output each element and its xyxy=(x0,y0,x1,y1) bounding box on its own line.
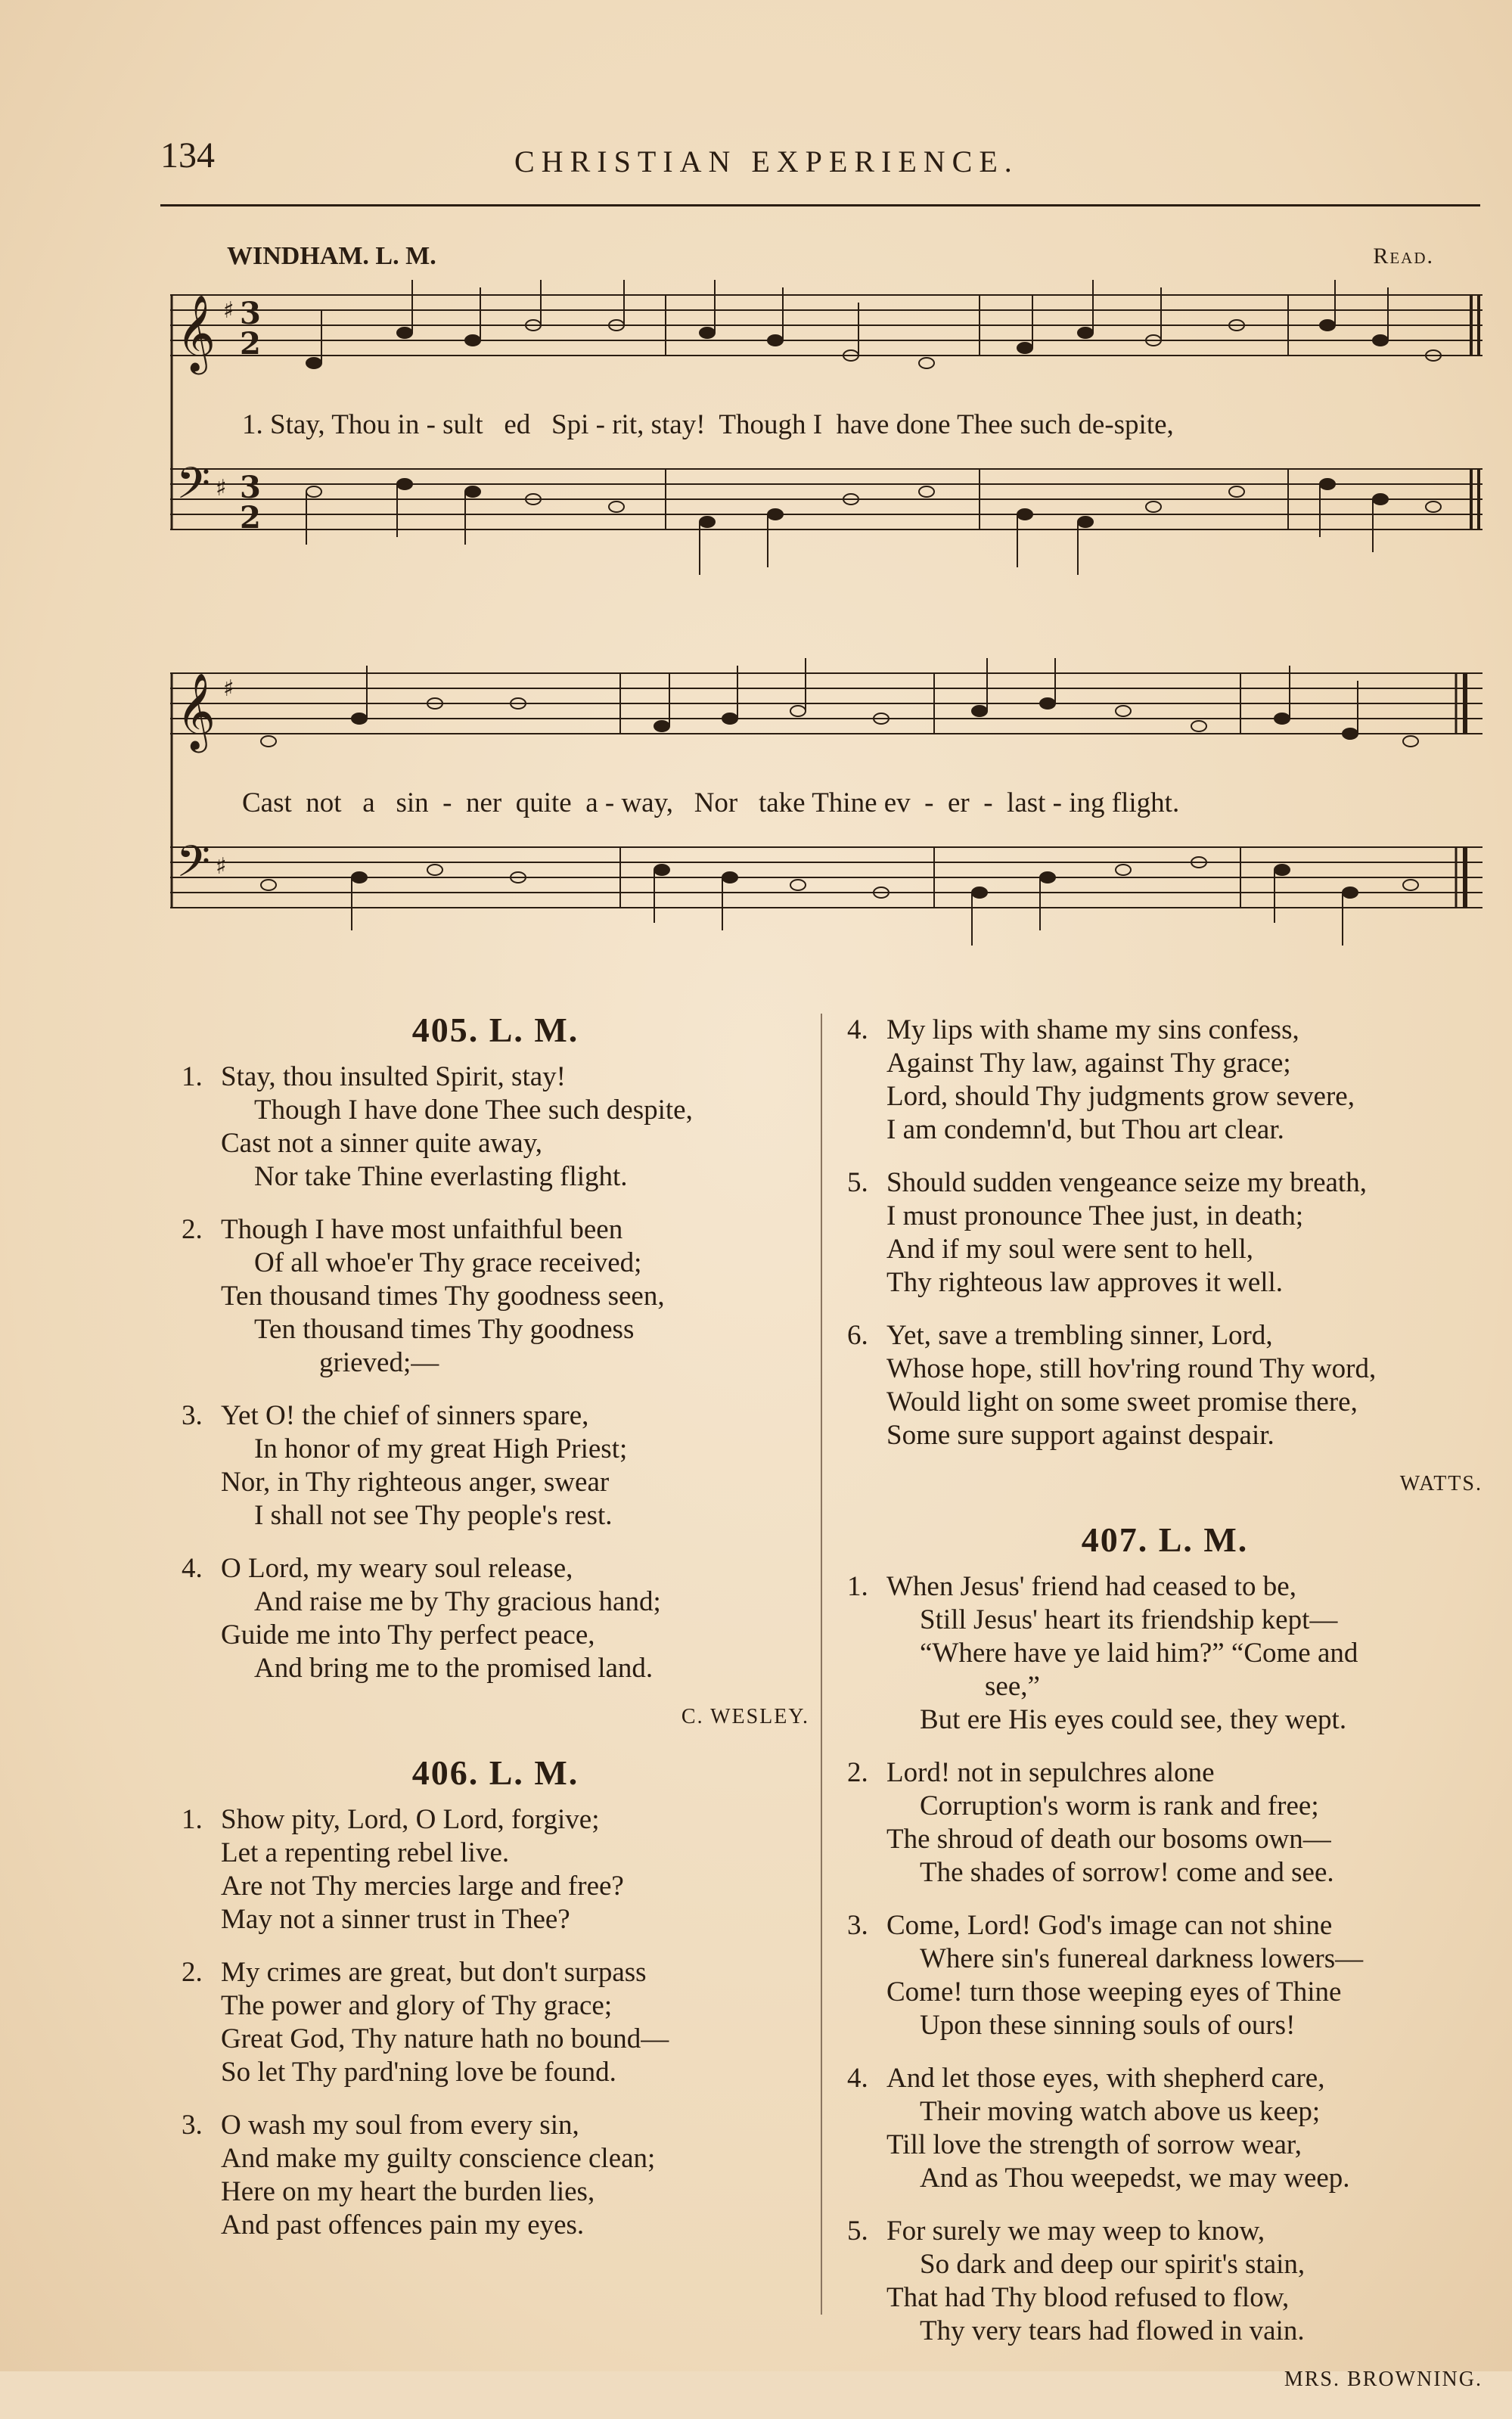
verse-line xyxy=(182,1552,809,1585)
verse-line xyxy=(847,1756,1483,1790)
verse-line xyxy=(847,2129,1483,2162)
svg-text:♯: ♯ xyxy=(216,475,227,502)
verse-text: Against Thy law, against Thy grace; xyxy=(886,1048,1291,1079)
svg-text:♯: ♯ xyxy=(223,675,234,702)
verse-line xyxy=(847,2062,1483,2095)
verse-text: Would light on some sweet promise there, xyxy=(886,1386,1358,1418)
svg-text:𝄢: 𝄢 xyxy=(176,458,211,520)
verse-line xyxy=(182,1213,809,1247)
verse-text: Ten thousand times Thy goodness seen, xyxy=(221,1281,665,1312)
verse-line xyxy=(847,1856,1483,1890)
verse-line xyxy=(182,1499,809,1532)
hymn-author: WATTS. xyxy=(1399,1472,1483,1495)
stanza xyxy=(847,1756,1483,1890)
verse-line xyxy=(847,2315,1483,2348)
verse-text: The shades of sorrow! come and see. xyxy=(920,1857,1334,1888)
verse-line xyxy=(182,2056,809,2089)
verse-text: Here on my heart the burden lies, xyxy=(221,2176,595,2207)
header-rule xyxy=(160,204,1480,206)
verse-line xyxy=(182,1127,809,1160)
verse-line xyxy=(847,2095,1483,2129)
verse-text: When Jesus' friend had ceased to be, xyxy=(886,1571,1296,1602)
verse-text: Great God, Thy nature hath no bound— xyxy=(221,2023,669,2054)
verse-line xyxy=(847,1047,1483,1080)
verse-line xyxy=(182,1466,809,1499)
verse-line xyxy=(182,2023,809,2056)
verse-line xyxy=(182,2109,809,2142)
hymn-author: MRS. BROWNING. xyxy=(1284,2368,1483,2391)
verse-line xyxy=(182,1247,809,1280)
verse-line xyxy=(182,1060,809,1094)
verse-text: Thy very tears had flowed in vain. xyxy=(920,2315,1305,2346)
verse-line xyxy=(182,2209,809,2242)
left-column xyxy=(182,1011,809,2280)
verse-text: I shall not see Thy people's rest. xyxy=(254,1500,613,1531)
verse-line xyxy=(182,1619,809,1652)
verse-line xyxy=(847,2009,1483,2042)
verse-text: Thy righteous law approves it well. xyxy=(886,1267,1284,1298)
verse-line xyxy=(847,1419,1483,1452)
verse-line xyxy=(182,1956,809,1989)
verse-line xyxy=(182,1803,809,1837)
tune-title: WINDHAM. L. M. xyxy=(227,242,436,270)
lyric-line-1: 1. Stay, Thou in - sult ed Spi - rit, stay! Though I have done Thee such de-spite, xyxy=(242,409,1174,440)
stanza xyxy=(847,1909,1483,2042)
verse-line xyxy=(182,1652,809,1685)
svg-text:𝄞: 𝄞 xyxy=(176,672,216,750)
hymn-heading: 407. L. M. xyxy=(1081,1520,1249,1559)
lyric-line-2: Cast not a sin - ner quite a - way, Nor take Thine ev - er - last - ing flight. xyxy=(242,787,1180,818)
verse-text: Lord, should Thy judgments grow severe, xyxy=(886,1081,1355,1112)
verse-line xyxy=(182,1313,809,1346)
stanza-number: 5. xyxy=(847,1167,868,1198)
verse-line xyxy=(182,1837,809,1870)
verse-text: Come! turn those weeping eyes of Thine xyxy=(886,1976,1342,2008)
verse-line xyxy=(182,1280,809,1313)
verse-line xyxy=(847,1200,1483,1233)
stanza-number: 2. xyxy=(847,1757,868,1788)
stanza xyxy=(847,1319,1483,1452)
stanza-number: 4. xyxy=(847,2063,868,2094)
verse-text: Of all whoe'er Thy grace received; xyxy=(254,1247,642,1278)
svg-text:2: 2 xyxy=(240,500,261,536)
stanza xyxy=(182,1399,809,1532)
verse-line xyxy=(182,1903,809,1936)
verse-text: O wash my soul from every sin, xyxy=(221,2110,579,2141)
verse-text: And make my guilty conscience clean; xyxy=(221,2143,656,2174)
verse-text: Though I have most unfaithful been xyxy=(221,1214,623,1245)
verse-line xyxy=(182,2142,809,2175)
verse-line xyxy=(847,1670,1483,1703)
svg-text:𝄢: 𝄢 xyxy=(176,836,211,898)
stanza-number: 2. xyxy=(182,1214,203,1245)
stanza-number: 1. xyxy=(847,1571,868,1602)
verse-line xyxy=(182,1989,809,2023)
verse-text: O Lord, my weary soul release, xyxy=(221,1553,573,1584)
verse-line xyxy=(182,2175,809,2209)
verse-text: Guide me into Thy perfect peace, xyxy=(221,1619,595,1650)
verse-line xyxy=(847,2215,1483,2248)
verse-line xyxy=(847,1604,1483,1637)
verse-line xyxy=(847,2248,1483,2281)
stanza xyxy=(847,1014,1483,1147)
verse-text: Still Jesus' heart its friendship kept— xyxy=(920,1604,1338,1635)
verse-line xyxy=(847,2281,1483,2315)
verse-line xyxy=(847,1942,1483,1976)
verse-line xyxy=(182,1433,809,1466)
hymn-heading: 406. L. M. xyxy=(411,1753,579,1792)
column-divider xyxy=(821,1014,822,2315)
verse-line xyxy=(847,1909,1483,1942)
page-number: 134 xyxy=(160,135,215,175)
verse-line xyxy=(847,1570,1483,1604)
verse-text: The shroud of death our bosoms own— xyxy=(886,1824,1331,1855)
verse-line xyxy=(847,1637,1483,1670)
verse-line xyxy=(847,1823,1483,1856)
stanza xyxy=(847,1570,1483,1737)
tune-composer: Read. xyxy=(1373,244,1434,269)
right-column xyxy=(847,1014,1483,2419)
verse-line xyxy=(847,1386,1483,1419)
verse-text: Lord! not in sepulchres alone xyxy=(886,1757,1215,1788)
verse-line xyxy=(847,1014,1483,1047)
svg-text:3: 3 xyxy=(240,470,261,505)
stanza-number: 1. xyxy=(182,1061,203,1092)
verse-text: Come, Lord! God's image can not shine xyxy=(886,1910,1333,1941)
verse-text: That had Thy blood refused to flow, xyxy=(886,2282,1290,2313)
verse-line xyxy=(847,1790,1483,1823)
verse-text: Should sudden vengeance seize my breath, xyxy=(886,1167,1367,1198)
verse-text: In honor of my great High Priest; xyxy=(254,1433,628,1464)
verse-text: And past offences pain my eyes. xyxy=(221,2209,585,2240)
stanza-number: 4. xyxy=(182,1553,203,1584)
verse-text: And raise me by Thy gracious hand; xyxy=(254,1586,661,1617)
hymn-author: C. WESLEY. xyxy=(681,1705,809,1728)
stanza xyxy=(182,1803,809,1936)
verse-text: So dark and deep our spirit's stain, xyxy=(920,2249,1306,2280)
verse-text: Cast not a sinner quite away, xyxy=(221,1128,543,1159)
running-head: CHRISTIAN EXPERIENCE. xyxy=(514,144,1019,179)
stanza xyxy=(847,1166,1483,1300)
verse-text: Though I have done Thee such despite, xyxy=(254,1095,693,1126)
verse-text: And if my soul were sent to hell, xyxy=(886,1234,1254,1265)
verse-text: Till love the strength of sorrow wear, xyxy=(886,2129,1302,2160)
stanza xyxy=(847,2062,1483,2195)
verse-text: Nor take Thine everlasting flight. xyxy=(254,1161,628,1192)
verse-text: And bring me to the promised land. xyxy=(254,1653,654,1684)
verse-text: Some sure support against despair. xyxy=(886,1420,1274,1451)
verse-text: And let those eyes, with shepherd care, xyxy=(886,2063,1325,2094)
stanza-number: 3. xyxy=(182,1400,203,1431)
stanza-number: 3. xyxy=(847,1910,868,1941)
verse-text: Show pity, Lord, O Lord, forgive; xyxy=(221,1804,600,1835)
stanza xyxy=(847,2215,1483,2348)
verse-text: Ten thousand times Thy goodness xyxy=(254,1314,635,1345)
verse-text: Yet, save a trembling sinner, Lord, xyxy=(886,1320,1273,1351)
verse-line xyxy=(182,1399,809,1433)
verse-line xyxy=(182,1094,809,1127)
verse-line xyxy=(847,2162,1483,2195)
verse-line xyxy=(182,1160,809,1194)
stanza-number: 4. xyxy=(847,1014,868,1045)
verse-text: Nor, in Thy righteous anger, swear xyxy=(221,1467,610,1498)
verse-line xyxy=(847,1113,1483,1147)
verse-text: Their moving watch above us keep; xyxy=(920,2096,1321,2127)
verse-line xyxy=(847,1319,1483,1352)
verse-line xyxy=(847,1166,1483,1200)
verse-text: Are not Thy mercies large and free? xyxy=(221,1871,624,1902)
verse-text: Stay, thou insulted Spirit, stay! xyxy=(221,1061,566,1092)
stanza xyxy=(182,1060,809,1194)
verse-line xyxy=(847,1233,1483,1266)
verse-text: Where sin's funereal darkness lowers— xyxy=(920,1943,1364,1974)
verse-text: Corruption's worm is rank and free; xyxy=(920,1790,1319,1821)
stanza xyxy=(182,1552,809,1685)
svg-text:3: 3 xyxy=(240,296,261,331)
verse-line xyxy=(182,1870,809,1903)
stanza xyxy=(182,1956,809,2089)
verse-text: Whose hope, still hov'ring round Thy word, xyxy=(886,1353,1377,1384)
verse-text: see,” xyxy=(985,1671,1040,1702)
stanza-number: 2. xyxy=(182,1957,203,1988)
svg-text:♯: ♯ xyxy=(223,297,234,324)
stanza-number: 5. xyxy=(847,2216,868,2247)
verse-text: Yet O! the chief of sinners spare, xyxy=(221,1400,589,1431)
stanza-number: 3. xyxy=(182,2110,203,2141)
verse-text: My crimes are great, but don't surpass xyxy=(221,1957,647,1988)
verse-text: So let Thy pard'ning love be found. xyxy=(221,2057,616,2088)
stanza xyxy=(182,2109,809,2242)
svg-text:♯: ♯ xyxy=(216,853,227,880)
stanza-number: 1. xyxy=(182,1804,203,1835)
verse-line xyxy=(182,1346,809,1380)
hymn-heading: 405. L. M. xyxy=(411,1011,579,1049)
verse-text: “Where have ye laid him?” “Come and xyxy=(920,1638,1358,1669)
verse-text: For surely we may weep to know, xyxy=(886,2216,1265,2247)
stanza-number: 6. xyxy=(847,1320,868,1351)
verse-line xyxy=(847,1266,1483,1300)
verse-text: May not a sinner trust in Thee? xyxy=(221,1904,570,1935)
verse-text: Upon these sinning souls of ours! xyxy=(920,2010,1296,2041)
verse-line xyxy=(847,1703,1483,1737)
stanza xyxy=(182,1213,809,1380)
verse-text: My lips with shame my sins confess, xyxy=(886,1014,1299,1045)
verse-text: And as Thou weepedst, we may weep. xyxy=(920,2163,1350,2194)
verse-line xyxy=(182,1585,809,1619)
verse-text: I am condemn'd, but Thou art clear. xyxy=(886,1114,1284,1145)
verse-line xyxy=(847,1080,1483,1113)
svg-text:2: 2 xyxy=(240,326,261,362)
verse-text: The power and glory of Thy grace; xyxy=(221,1990,613,2021)
verse-text: grieved;— xyxy=(319,1347,439,1378)
svg-text:𝄞: 𝄞 xyxy=(176,293,216,371)
verse-text: I must pronounce Thee just, in death; xyxy=(886,1200,1304,1231)
verse-line xyxy=(847,1352,1483,1386)
verse-text: Let a repenting rebel live. xyxy=(221,1837,510,1868)
verse-text: But ere His eyes could see, they wept. xyxy=(920,1704,1347,1735)
verse-line xyxy=(847,1976,1483,2009)
